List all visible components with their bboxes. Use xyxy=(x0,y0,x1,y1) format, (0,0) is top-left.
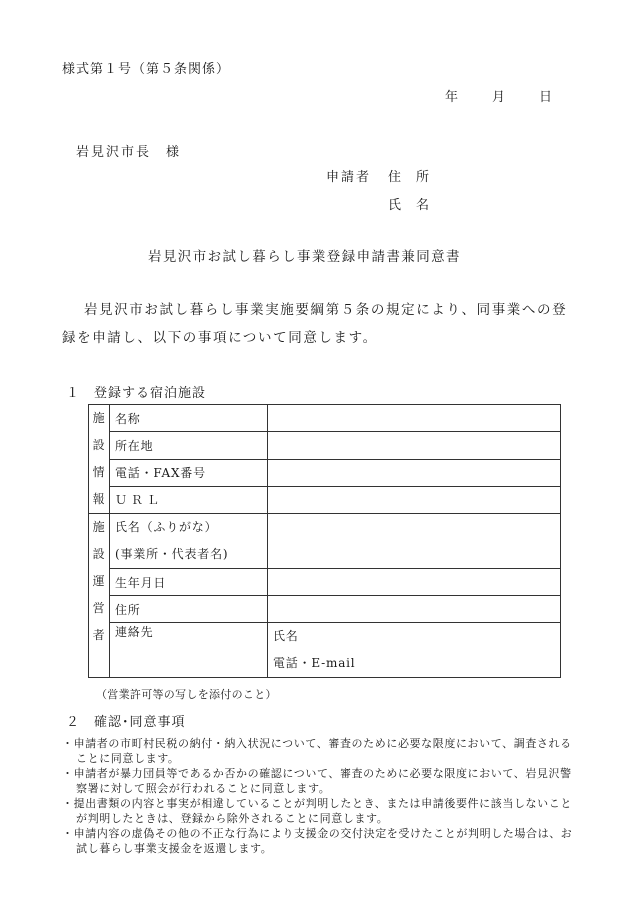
row-label-contact: 連絡先 xyxy=(110,623,268,678)
list-item: ・申請内容の虚偽その他の不正な行為により支援金の交付決定を受けたことが判明した場合は、お試し暮らし事業支援金を返還します。 xyxy=(62,827,573,855)
date-day-label: 日 xyxy=(539,90,554,105)
date-month-label: 月 xyxy=(492,90,507,105)
row-label-url: ＵＲＬ xyxy=(110,486,268,513)
addressee: 岩見沢市長 様 xyxy=(76,145,182,160)
form-number: 様式第１号（第５条関係） xyxy=(62,62,231,77)
facility-table xyxy=(88,404,561,678)
operator-birthdate-field[interactable] xyxy=(268,569,561,596)
table-row xyxy=(89,486,561,513)
row-label-name: 名称 xyxy=(110,405,268,432)
applicant-address-label: 住 所 xyxy=(388,170,431,185)
contact-name-label: 氏名 xyxy=(273,629,299,643)
applicant-name-label: 氏 名 xyxy=(388,198,431,213)
attachment-note: （営業許可等の写しを添付のこと） xyxy=(96,688,277,701)
facility-operator-group-label xyxy=(89,514,110,678)
table-row xyxy=(89,569,561,596)
list-item: ・申請者が暴力団員等であるか否かの確認について、審査のために必要な限度において、岩見沢警察署に対して照会が行われることに同意します。 xyxy=(62,767,572,795)
row-label-operator-name xyxy=(110,514,268,569)
table-row xyxy=(89,405,561,432)
group-char: 者 xyxy=(92,628,106,642)
group-char: 施 xyxy=(92,411,106,425)
operator-name-label: 氏名（ふりがな） xyxy=(115,520,218,534)
table-row xyxy=(89,596,561,623)
facility-url-field[interactable] xyxy=(268,486,561,513)
group-char: 営 xyxy=(92,601,106,615)
operator-contact-field[interactable] xyxy=(268,623,561,678)
contact-phone-label: 電話・E-mail xyxy=(273,656,356,670)
group-char: 設 xyxy=(92,438,106,452)
intro-line-1: 岩見沢市お試し暮らし事業実施要綱第５条の規定により、同事業への登 xyxy=(84,302,568,318)
list-item: ・申請者の市町村民税の納付・納入状況について、審査のために必要な限度において、調査されることに同意します。 xyxy=(62,737,572,765)
facility-phone-fax-field[interactable] xyxy=(268,459,561,486)
facility-info-group-label xyxy=(89,405,110,514)
consent-list xyxy=(62,736,582,856)
row-label-location: 所在地 xyxy=(110,432,268,459)
date-year-label: 年 xyxy=(445,90,460,105)
facility-name-field[interactable] xyxy=(268,405,561,432)
group-char: 運 xyxy=(92,574,106,588)
table-row xyxy=(89,514,561,569)
table-row xyxy=(89,459,561,486)
intro-line-2: 録を申請し、以下の事項について同意します。 xyxy=(62,330,378,346)
operator-org-label: (事業所・代表者名) xyxy=(115,547,229,561)
applicant-label: 申請者 xyxy=(326,170,372,185)
group-char: 施 xyxy=(92,520,106,534)
row-label-birthdate: 生年月日 xyxy=(110,569,268,596)
group-char: 情 xyxy=(92,465,106,479)
operator-name-field[interactable] xyxy=(268,514,561,569)
document-title: 岩見沢市お試し暮らし事業登録申請書兼同意書 xyxy=(148,249,461,265)
table-row xyxy=(89,432,561,459)
group-char: 設 xyxy=(92,547,106,561)
section-1-heading: １ 登録する宿泊施設 xyxy=(66,386,207,401)
row-label-address: 住所 xyxy=(110,596,268,623)
row-label-phone-fax: 電話・FAX番号 xyxy=(110,459,268,486)
table-row xyxy=(89,623,561,678)
section-2-heading: ２ 確認･同意事項 xyxy=(66,715,186,730)
group-char: 報 xyxy=(92,492,106,506)
operator-address-field[interactable] xyxy=(268,596,561,623)
facility-location-field[interactable] xyxy=(268,432,561,459)
list-item: ・提出書類の内容と事実が相違していることが判明したとき、または申請後要件に該当しないことが判明したときは、登録から除外されることに同意します。 xyxy=(62,797,572,825)
